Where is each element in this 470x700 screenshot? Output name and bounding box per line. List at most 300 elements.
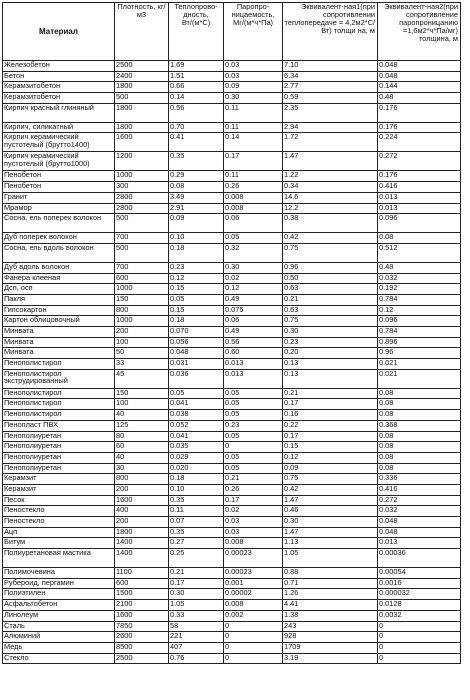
conductivity-cell: 0.052	[169, 420, 224, 431]
equivalent-2-cell: 0.048	[378, 527, 461, 538]
header-material: Материал	[3, 3, 115, 61]
conductivity-cell: 0.35	[169, 152, 224, 171]
equivalent-2-cell: 0.0128	[378, 600, 461, 611]
table-row	[3, 610, 461, 621]
table-row	[3, 182, 461, 193]
permeability-cell: 0.03	[224, 527, 283, 538]
table-row	[3, 589, 461, 600]
table-row	[3, 420, 461, 431]
permeability-cell: 0.06	[224, 214, 283, 233]
material-cell: Дуб поперек волокон	[3, 233, 115, 244]
density-cell: 125	[115, 420, 169, 431]
equivalent-1-cell: 1.47	[283, 495, 378, 506]
conductivity-cell: 0.21	[169, 568, 224, 579]
table-row	[3, 103, 461, 122]
permeability-cell: 0.05	[224, 233, 283, 244]
density-cell: 400	[115, 506, 169, 517]
table-row	[3, 495, 461, 506]
equivalent-1-cell: 0.21	[283, 294, 378, 305]
materials-table-container	[2, 2, 460, 664]
table-row	[3, 133, 461, 152]
permeability-cell: 0.02	[224, 273, 283, 284]
conductivity-cell: 2.91	[169, 203, 224, 214]
table-row	[3, 431, 461, 442]
density-cell: 500	[115, 243, 169, 262]
conductivity-cell: 0.036	[169, 369, 224, 388]
equivalent-2-cell: 0.096	[378, 316, 461, 327]
equivalent-1-cell: 0.75	[283, 474, 378, 485]
equivalent-2-cell: 0.0032	[378, 610, 461, 621]
equivalent-1-cell: 2.94	[283, 122, 378, 133]
material-cell: Пенополистирол	[3, 359, 115, 370]
table-row	[3, 82, 461, 93]
table-row	[3, 233, 461, 244]
header-row	[3, 3, 461, 61]
density-cell: 45	[115, 369, 169, 388]
equivalent-1-cell: 0.13	[283, 369, 378, 388]
equivalent-1-cell: 0.42	[283, 484, 378, 495]
density-cell: 2800	[115, 192, 169, 203]
equivalent-1-cell: 14.6	[283, 192, 378, 203]
equivalent-2-cell: 0.013	[378, 192, 461, 203]
permeability-cell: 0.26	[224, 484, 283, 495]
density-cell: 800	[115, 305, 169, 316]
equivalent-2-cell: 0.000032	[378, 589, 461, 600]
density-cell: 200	[115, 517, 169, 528]
density-cell: 40	[115, 410, 169, 421]
conductivity-cell: 0.27	[169, 538, 224, 549]
materials-table	[2, 2, 461, 664]
equivalent-1-cell: 0.38	[283, 214, 378, 233]
density-cell: 500	[115, 214, 169, 233]
density-cell: 50	[115, 348, 169, 359]
equivalent-1-cell: 0.50	[283, 273, 378, 284]
permeability-cell: 0.05	[224, 431, 283, 442]
table-row	[3, 359, 461, 370]
material-cell: Рубероид, пергамин	[3, 578, 115, 589]
density-cell: 40	[115, 452, 169, 463]
equivalent-1-cell: 0.21	[283, 388, 378, 399]
conductivity-cell: 0.29	[169, 171, 224, 182]
equivalent-1-cell: 0.12	[283, 452, 378, 463]
conductivity-cell: 407	[169, 642, 224, 653]
equivalent-1-cell: 0.71	[283, 578, 378, 589]
equivalent-2-cell: 0.013	[378, 538, 461, 549]
conductivity-cell: 0.08	[169, 182, 224, 193]
material-cell: Пенополистирол	[3, 399, 115, 410]
equivalent-2-cell: 0.048	[378, 61, 461, 72]
equivalent-1-cell: 0.22	[283, 420, 378, 431]
density-cell: 200	[115, 484, 169, 495]
equivalent-2-cell: 0.176	[378, 171, 461, 182]
equivalent-1-cell: 1.72	[283, 133, 378, 152]
material-cell: Дуб вдоль волокон	[3, 262, 115, 273]
material-cell: Пеностекло	[3, 506, 115, 517]
conductivity-cell: 0.029	[169, 452, 224, 463]
permeability-cell: 0.05	[224, 410, 283, 421]
equivalent-1-cell: 928	[283, 632, 378, 643]
conductivity-cell: 0.09	[169, 214, 224, 233]
table-row	[3, 262, 461, 273]
conductivity-cell: 0.048	[169, 348, 224, 359]
equivalent-1-cell: 0.88	[283, 568, 378, 579]
equivalent-2-cell: 0.224	[378, 133, 461, 152]
conductivity-cell: 1.05	[169, 600, 224, 611]
density-cell: 1400	[115, 538, 169, 549]
equivalent-1-cell: 0.15	[283, 442, 378, 453]
conductivity-cell: 0.25	[169, 549, 224, 568]
conductivity-cell: 0.17	[169, 578, 224, 589]
material-cell: Ацп	[3, 527, 115, 538]
conductivity-cell: 0.33	[169, 610, 224, 621]
permeability-cell: 0.49	[224, 294, 283, 305]
table-row	[3, 203, 461, 214]
material-cell: Асфальтобетон	[3, 600, 115, 611]
conductivity-cell: 0.038	[169, 410, 224, 421]
permeability-cell: 0	[224, 642, 283, 653]
table-row	[3, 192, 461, 203]
conductivity-cell: 0.15	[169, 305, 224, 316]
material-cell: Линолеум	[3, 610, 115, 621]
material-cell: Битум	[3, 538, 115, 549]
permeability-cell: 0.30	[224, 93, 283, 104]
equivalent-1-cell: 7.10	[283, 61, 378, 72]
conductivity-cell: 0.05	[169, 388, 224, 399]
table-row	[3, 348, 461, 359]
material-cell: Бетон	[3, 71, 115, 82]
equivalent-1-cell: 0.75	[283, 316, 378, 327]
equivalent-1-cell: 243	[283, 621, 378, 632]
equivalent-2-cell: 0.08	[378, 431, 461, 442]
permeability-cell: 0.00002	[224, 589, 283, 600]
table-row	[3, 506, 461, 517]
conductivity-cell: 0.12	[169, 273, 224, 284]
density-cell: 1200	[115, 152, 169, 171]
table-row	[3, 337, 461, 348]
density-cell: 33	[115, 359, 169, 370]
table-row	[3, 294, 461, 305]
permeability-cell: 0.00023	[224, 568, 283, 579]
equivalent-2-cell: 0.048	[378, 71, 461, 82]
material-cell: Полиэтилен	[3, 589, 115, 600]
density-cell: 2500	[115, 61, 169, 72]
permeability-cell: 0.17	[224, 152, 283, 171]
conductivity-cell: 0.66	[169, 82, 224, 93]
table-row	[3, 388, 461, 399]
conductivity-cell: 0.041	[169, 399, 224, 410]
table-row	[3, 484, 461, 495]
material-cell: Песок	[3, 495, 115, 506]
equivalent-2-cell: 0	[378, 653, 461, 664]
material-cell: Кирпич красный глиняный	[3, 103, 115, 122]
conductivity-cell: 0.18	[169, 316, 224, 327]
conductivity-cell: 0.76	[169, 653, 224, 664]
table-row	[3, 600, 461, 611]
permeability-cell: 0.60	[224, 348, 283, 359]
density-cell: 1800	[115, 103, 169, 122]
equivalent-2-cell: 0.48	[378, 93, 461, 104]
permeability-cell: 0	[224, 632, 283, 643]
permeability-cell: 0.02	[224, 506, 283, 517]
equivalent-2-cell: 0.416	[378, 484, 461, 495]
material-cell: Пеностекло	[3, 517, 115, 528]
permeability-cell: 0.013	[224, 369, 283, 388]
permeability-cell: 0.26	[224, 182, 283, 193]
equivalent-2-cell: 0.08	[378, 442, 461, 453]
equivalent-2-cell: 0.08	[378, 463, 461, 474]
permeability-cell: 0.05	[224, 399, 283, 410]
equivalent-1-cell: 2.35	[283, 103, 378, 122]
material-cell: Керамзитобетон	[3, 93, 115, 104]
permeability-cell: 0.05	[224, 452, 283, 463]
material-cell: Медь	[3, 642, 115, 653]
equivalent-2-cell: 0.192	[378, 284, 461, 295]
table-row	[3, 122, 461, 133]
density-cell: 700	[115, 233, 169, 244]
equivalent-1-cell: 0.30	[283, 327, 378, 338]
equivalent-2-cell: 0.368	[378, 420, 461, 431]
table-row	[3, 410, 461, 421]
conductivity-cell: 0.05	[169, 294, 224, 305]
conductivity-cell: 0.70	[169, 122, 224, 133]
density-cell: 1500	[115, 589, 169, 600]
conductivity-cell: 221	[169, 632, 224, 643]
density-cell: 1000	[115, 171, 169, 182]
conductivity-cell: 0.23	[169, 262, 224, 273]
table-row	[3, 61, 461, 72]
permeability-cell: 0.008	[224, 600, 283, 611]
density-cell: 2600	[115, 632, 169, 643]
material-cell: Керамзит	[3, 474, 115, 485]
equivalent-2-cell: 0.336	[378, 474, 461, 485]
density-cell: 150	[115, 388, 169, 399]
table-row	[3, 284, 461, 295]
conductivity-cell: 0.41	[169, 133, 224, 152]
conductivity-cell: 0.11	[169, 506, 224, 517]
table-body	[3, 61, 461, 664]
conductivity-cell: 1.51	[169, 71, 224, 82]
table-row	[3, 463, 461, 474]
density-cell: 500	[115, 93, 169, 104]
material-cell: Минвата	[3, 327, 115, 338]
permeability-cell: 0.05	[224, 463, 283, 474]
equivalent-1-cell: 2.77	[283, 82, 378, 93]
density-cell: 1600	[115, 133, 169, 152]
material-cell: Сталь	[3, 621, 115, 632]
permeability-cell: 0.008	[224, 538, 283, 549]
equivalent-2-cell: 0.048	[378, 517, 461, 528]
material-cell: Пенополиуретан	[3, 442, 115, 453]
material-cell: Фанера клееная	[3, 273, 115, 284]
density-cell: 300	[115, 182, 169, 193]
table-row	[3, 71, 461, 82]
material-cell: Пенобетон	[3, 171, 115, 182]
table-row	[3, 369, 461, 388]
density-cell: 2800	[115, 203, 169, 214]
material-cell: Пенополиуретан	[3, 463, 115, 474]
conductivity-cell: 0.14	[169, 93, 224, 104]
equivalent-1-cell: 3.19	[283, 653, 378, 664]
conductivity-cell: 0.35	[169, 495, 224, 506]
table-row	[3, 568, 461, 579]
permeability-cell: 0.11	[224, 122, 283, 133]
permeability-cell: 0.013	[224, 359, 283, 370]
permeability-cell: 0.49	[224, 327, 283, 338]
equivalent-2-cell: 0.021	[378, 359, 461, 370]
material-cell: Дсп, осп	[3, 284, 115, 295]
permeability-cell: 0.17	[224, 495, 283, 506]
table-row	[3, 327, 461, 338]
table-row	[3, 305, 461, 316]
table-row	[3, 93, 461, 104]
material-cell: Сосна, ель вдоль волокон	[3, 243, 115, 262]
equivalent-1-cell: 0.96	[283, 262, 378, 273]
material-cell: Стекло	[3, 653, 115, 664]
table-row	[3, 517, 461, 528]
header-conductivity: Теплопрово-дность, Вт/(м*С)	[169, 3, 224, 61]
equivalent-2-cell: 0	[378, 621, 461, 632]
table-row	[3, 538, 461, 549]
permeability-cell: 0.32	[224, 243, 283, 262]
density-cell: 600	[115, 273, 169, 284]
equivalent-2-cell: 0.272	[378, 495, 461, 506]
equivalent-1-cell: 0.17	[283, 431, 378, 442]
material-cell: Пенополистирол экструдированный	[3, 369, 115, 388]
permeability-cell: 0.05	[224, 388, 283, 399]
material-cell: Керамзит	[3, 484, 115, 495]
permeability-cell: 0.12	[224, 284, 283, 295]
table-row	[3, 578, 461, 589]
table-row	[3, 621, 461, 632]
material-cell: Пенополистирол	[3, 388, 115, 399]
density-cell: 30	[115, 463, 169, 474]
conductivity-cell: 1.69	[169, 61, 224, 72]
header-equivalent-thickness-1: Эквивалент-ная1(при сопротивлении теплопередаче = 4,2м2*С/Вт) толщи на, м	[283, 3, 378, 61]
density-cell: 60	[115, 442, 169, 453]
equivalent-1-cell: 1.13	[283, 538, 378, 549]
permeability-cell: 0.11	[224, 103, 283, 122]
permeability-cell: 0.11	[224, 171, 283, 182]
equivalent-1-cell: 0.63	[283, 284, 378, 295]
density-cell: 1600	[115, 495, 169, 506]
conductivity-cell: 0.56	[169, 103, 224, 122]
permeability-cell: 0.09	[224, 82, 283, 93]
equivalent-2-cell: 0.0016	[378, 578, 461, 589]
material-cell: Пенопласт ПВХ	[3, 420, 115, 431]
density-cell: 1400	[115, 549, 169, 568]
equivalent-1-cell: 0.42	[283, 233, 378, 244]
header-permeability: Паропро-ницаемость, Мг/(м*ч*Па)	[224, 3, 283, 61]
equivalent-2-cell: 0.784	[378, 294, 461, 305]
permeability-cell: 0.03	[224, 71, 283, 82]
conductivity-cell: 0.10	[169, 233, 224, 244]
table-row	[3, 632, 461, 643]
density-cell: 1100	[115, 568, 169, 579]
permeability-cell: 0.06	[224, 316, 283, 327]
equivalent-2-cell: 0	[378, 642, 461, 653]
material-cell: Пакля	[3, 294, 115, 305]
material-cell: Минвата	[3, 348, 115, 359]
table-row	[3, 243, 461, 262]
density-cell: 100	[115, 337, 169, 348]
permeability-cell: 0.001	[224, 578, 283, 589]
table-row	[3, 474, 461, 485]
material-cell: Кирпич керамический пустотелый (брутто1000)	[3, 152, 115, 171]
conductivity-cell: 0.035	[169, 442, 224, 453]
equivalent-1-cell: 1709	[283, 642, 378, 653]
density-cell: 2500	[115, 653, 169, 664]
equivalent-1-cell: 12.2	[283, 203, 378, 214]
table-row	[3, 549, 461, 568]
density-cell: 700	[115, 262, 169, 273]
equivalent-1-cell: 0.63	[283, 305, 378, 316]
equivalent-2-cell: 0.096	[378, 214, 461, 233]
equivalent-2-cell: 0.08	[378, 233, 461, 244]
permeability-cell: 0.03	[224, 61, 283, 72]
table-row	[3, 653, 461, 664]
equivalent-2-cell: 0.512	[378, 243, 461, 262]
permeability-cell: 0.56	[224, 337, 283, 348]
equivalent-1-cell: 0.30	[283, 517, 378, 528]
equivalent-2-cell: 0.784	[378, 327, 461, 338]
density-cell: 600	[115, 578, 169, 589]
conductivity-cell: 0.15	[169, 284, 224, 295]
table-row	[3, 152, 461, 171]
density-cell: 1800	[115, 82, 169, 93]
equivalent-1-cell: 6.34	[283, 71, 378, 82]
material-cell: Пенополиуретан	[3, 431, 115, 442]
equivalent-1-cell: 0.23	[283, 337, 378, 348]
material-cell: Гипсокартон	[3, 305, 115, 316]
table-row	[3, 399, 461, 410]
equivalent-1-cell: 1.05	[283, 549, 378, 568]
permeability-cell: 0.23	[224, 420, 283, 431]
equivalent-2-cell: 0.176	[378, 122, 461, 133]
permeability-cell: 0.008	[224, 203, 283, 214]
density-cell: 100	[115, 399, 169, 410]
equivalent-2-cell: 0.08	[378, 388, 461, 399]
equivalent-1-cell: 0.34	[283, 182, 378, 193]
conductivity-cell: 0.35	[169, 527, 224, 538]
equivalent-1-cell: 0.59	[283, 93, 378, 104]
table-row	[3, 452, 461, 463]
equivalent-2-cell: 0.96	[378, 348, 461, 359]
equivalent-1-cell: 1.26	[283, 589, 378, 600]
conductivity-cell: 0.070	[169, 327, 224, 338]
density-cell: 1000	[115, 284, 169, 295]
density-cell: 200	[115, 327, 169, 338]
material-cell: Полимочевина	[3, 568, 115, 579]
material-cell: Полиуретановая мастика	[3, 549, 115, 568]
material-cell: Кирпич керамический пустотелый (брутто1400)	[3, 133, 115, 152]
equivalent-2-cell: 0.013	[378, 203, 461, 214]
material-cell: Кирпич, силикатный	[3, 122, 115, 133]
material-cell: Керамзитобетон	[3, 82, 115, 93]
permeability-cell: 0	[224, 621, 283, 632]
permeability-cell: 0.03	[224, 517, 283, 528]
density-cell: 2400	[115, 71, 169, 82]
table-row	[3, 273, 461, 284]
equivalent-2-cell: 0.48	[378, 262, 461, 273]
equivalent-1-cell: 1.22	[283, 171, 378, 182]
permeability-cell: 0.008	[224, 192, 283, 203]
permeability-cell: 0.21	[224, 474, 283, 485]
equivalent-2-cell: 0.021	[378, 369, 461, 388]
material-cell: Пенобетон	[3, 182, 115, 193]
permeability-cell: 0.075	[224, 305, 283, 316]
equivalent-2-cell: 0.176	[378, 103, 461, 122]
equivalent-2-cell: 0.00036	[378, 549, 461, 568]
